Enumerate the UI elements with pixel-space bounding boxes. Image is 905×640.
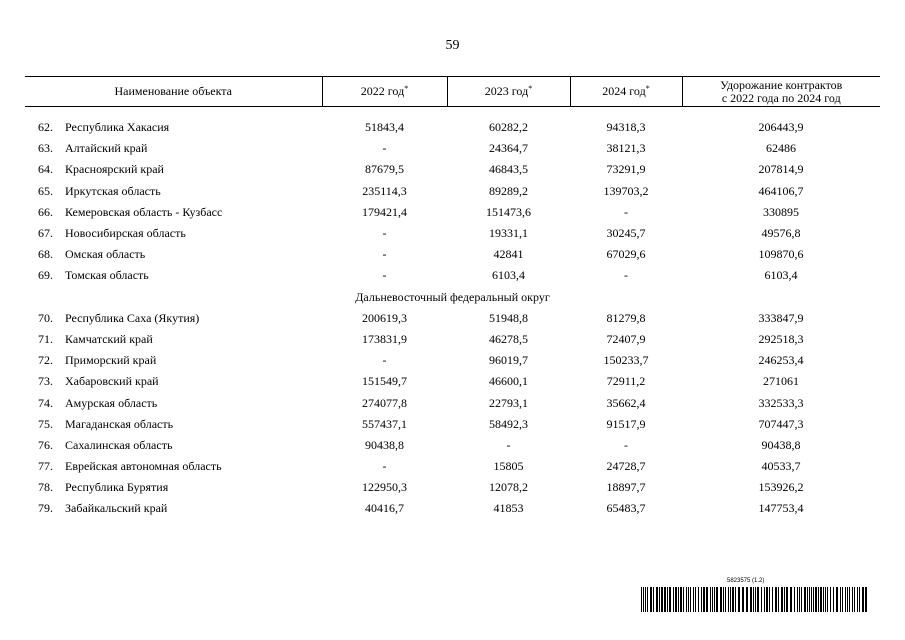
table-header-row	[25, 77, 880, 107]
value-total: 207814,9	[758, 162, 804, 177]
value-y2022: 173831,9	[362, 331, 407, 346]
object-name: Магаданская область	[65, 416, 174, 431]
object-cell	[25, 223, 322, 244]
value-total: 330895	[763, 204, 799, 219]
value-total: 464106,7	[758, 183, 804, 198]
object-name: Республика Саха (Якутия)	[65, 310, 200, 325]
value-y2024: 35662,4	[606, 395, 646, 410]
object-name: Камчатский край	[65, 331, 153, 346]
row-number: 66.	[38, 204, 53, 219]
table-row	[25, 456, 880, 477]
table-row	[25, 477, 880, 498]
value-y2024: -	[624, 204, 628, 219]
object-cell	[25, 435, 322, 456]
value-y2023: 22793,1	[489, 395, 528, 410]
value-y2023: 51948,8	[489, 310, 528, 325]
value-y2024: 81279,8	[606, 310, 646, 325]
object-name: Еврейская автономная область	[65, 459, 222, 474]
value-y2022: 274077,8	[362, 395, 407, 410]
row-number: 63.	[38, 141, 53, 156]
value-y2024: 73291,9	[606, 162, 646, 177]
value-y2022: -	[382, 247, 387, 262]
value-y2023: 58492,3	[489, 416, 528, 431]
table-row	[25, 435, 880, 456]
value-total: 90438,8	[761, 437, 801, 452]
object-cell	[25, 181, 322, 202]
value-y2022: 51843,4	[365, 120, 404, 135]
table-row	[25, 138, 880, 159]
header-2022: 2022 год*	[322, 77, 447, 107]
object-cell	[25, 329, 322, 350]
row-number: 77.	[38, 459, 53, 474]
object-name: Республика Бурятия	[65, 480, 169, 495]
value-total: 62486	[766, 141, 796, 156]
value-y2024: 18897,7	[606, 480, 646, 495]
value-total: 246253,4	[758, 353, 804, 368]
row-number: 73.	[38, 374, 53, 389]
value-total: 332533,3	[758, 395, 804, 410]
row-number: 67.	[38, 226, 53, 241]
row-number: 72.	[38, 353, 53, 368]
value-y2023: 42841	[493, 247, 524, 262]
object-name: Красноярский край	[65, 162, 164, 177]
object-cell	[25, 498, 322, 519]
row-number: 74.	[38, 395, 53, 410]
value-y2023: 89289,2	[489, 183, 528, 198]
header-total: Удорожание контрактов с 2022 года по 2024 год	[682, 77, 880, 107]
object-cell	[25, 202, 322, 223]
value-total: 271061	[763, 374, 799, 389]
object-cell	[25, 159, 322, 180]
value-y2022: -	[382, 141, 387, 156]
object-name: Приморский край	[65, 353, 157, 368]
object-cell	[25, 308, 322, 329]
value-y2023: 46600,1	[489, 374, 528, 389]
value-y2024: 72911,2	[606, 374, 646, 389]
object-cell	[25, 265, 322, 286]
value-y2022: 557437,1	[362, 416, 407, 431]
row-number: 62.	[38, 120, 53, 135]
value-y2023: 46278,5	[489, 331, 528, 346]
value-y2024: 67029,6	[606, 247, 646, 262]
object-name: Сахалинская область	[65, 437, 173, 452]
value-y2022: 87679,5	[365, 162, 404, 177]
value-y2022: 40416,7	[365, 501, 404, 516]
header-name: Наименование объекта	[25, 77, 322, 107]
value-y2022: 90438,8	[365, 437, 404, 452]
object-cell	[25, 138, 322, 159]
table-row	[25, 159, 880, 180]
object-name: Забайкальский край	[65, 501, 168, 516]
table-row	[25, 223, 880, 244]
page-number: 59	[445, 38, 460, 53]
value-y2023: 6103,4	[492, 268, 525, 283]
value-y2024: 91517,9	[606, 416, 646, 431]
table-row	[25, 181, 880, 202]
object-name: Республика Хакасия	[65, 120, 170, 135]
value-y2022: 179421,4	[362, 204, 407, 219]
value-y2024: 150233,7	[603, 353, 649, 368]
row-number: 70.	[38, 310, 53, 325]
value-y2022: -	[382, 353, 387, 368]
value-y2023: 12078,2	[489, 480, 528, 495]
object-name: Алтайский край	[65, 141, 148, 156]
object-cell	[25, 414, 322, 435]
value-y2024: 30245,7	[606, 226, 646, 241]
value-y2024: 65483,7	[606, 501, 646, 516]
value-y2023: 19331,1	[489, 226, 528, 241]
header-2024: 2024 год*	[570, 77, 682, 107]
value-total: 292518,3	[758, 331, 804, 346]
table-row	[25, 350, 880, 371]
value-y2022: 235114,3	[362, 183, 407, 198]
row-number: 69.	[38, 268, 53, 283]
table-row	[25, 371, 880, 392]
row-number: 65.	[38, 183, 53, 198]
header-2023: 2023 год*	[447, 77, 570, 107]
value-total: 707447,3	[758, 416, 804, 431]
row-number: 79.	[38, 501, 53, 516]
object-cell	[25, 117, 322, 138]
row-number: 68.	[38, 247, 53, 262]
table-row	[25, 244, 880, 265]
object-name: Кемеровская область - Кузбасс	[65, 204, 223, 219]
value-total: 40533,7	[761, 459, 801, 474]
value-y2023: 41853	[493, 501, 524, 516]
object-cell	[25, 371, 322, 392]
object-cell	[25, 477, 322, 498]
object-name: Хабаровский край	[65, 374, 159, 389]
barcode-icon	[641, 587, 868, 612]
value-y2022: -	[382, 459, 387, 474]
value-y2024: 24728,7	[606, 459, 646, 474]
value-total: 333847,9	[758, 310, 804, 325]
value-y2022: 200619,3	[362, 310, 407, 325]
value-y2024: 94318,3	[606, 120, 646, 135]
object-name: Иркутская область	[65, 183, 161, 198]
value-y2023: 60282,2	[489, 120, 528, 135]
object-name: Новосибирская область	[65, 226, 186, 241]
row-number: 76.	[38, 437, 53, 452]
row-number: 78.	[38, 480, 53, 495]
object-name: Томская область	[65, 268, 149, 283]
value-y2023: 24364,7	[489, 141, 528, 156]
object-cell	[25, 456, 322, 477]
table-row	[25, 392, 880, 413]
value-total: 147753,4	[758, 501, 804, 516]
section-row	[25, 287, 880, 308]
value-y2022: 122950,3	[362, 480, 407, 495]
section-title: Дальневосточный федеральный округ	[355, 289, 550, 304]
value-y2024: 72407,9	[606, 331, 646, 346]
value-total: 49576,8	[761, 226, 801, 241]
value-y2024: -	[624, 268, 628, 283]
table-row	[25, 414, 880, 435]
object-name: Амурская область	[65, 395, 158, 410]
row-number: 75.	[38, 416, 53, 431]
table-row	[25, 202, 880, 223]
row-number: 71.	[38, 331, 53, 346]
table-body	[25, 107, 880, 520]
value-total: 153926,2	[758, 480, 804, 495]
object-cell	[25, 244, 322, 265]
row-number: 64.	[38, 162, 53, 177]
value-total: 109870,6	[758, 247, 804, 262]
value-y2023: 96019,7	[489, 353, 528, 368]
value-y2022: 151549,7	[362, 374, 407, 389]
value-y2024: 139703,2	[603, 183, 649, 198]
value-y2023: -	[506, 437, 511, 452]
value-y2024: -	[624, 437, 628, 452]
table-row	[25, 498, 880, 519]
contracts-table	[25, 76, 880, 520]
value-y2022: -	[382, 268, 387, 283]
object-cell	[25, 392, 322, 413]
object-cell	[25, 350, 322, 371]
value-total: 206443,9	[758, 120, 804, 135]
value-y2023: 46843,5	[489, 162, 528, 177]
value-y2024: 38121,3	[606, 141, 646, 156]
barcode-label: 5823575 (1.2)	[727, 578, 765, 584]
table-row	[25, 117, 880, 138]
value-y2022: -	[382, 226, 387, 241]
object-name: Омская область	[65, 247, 146, 262]
value-total: 6103,4	[764, 268, 798, 283]
value-y2023: 151473,6	[486, 204, 531, 219]
table-row	[25, 329, 880, 350]
value-y2023: 15805	[493, 459, 524, 474]
table-row	[25, 265, 880, 286]
table-row	[25, 308, 880, 329]
